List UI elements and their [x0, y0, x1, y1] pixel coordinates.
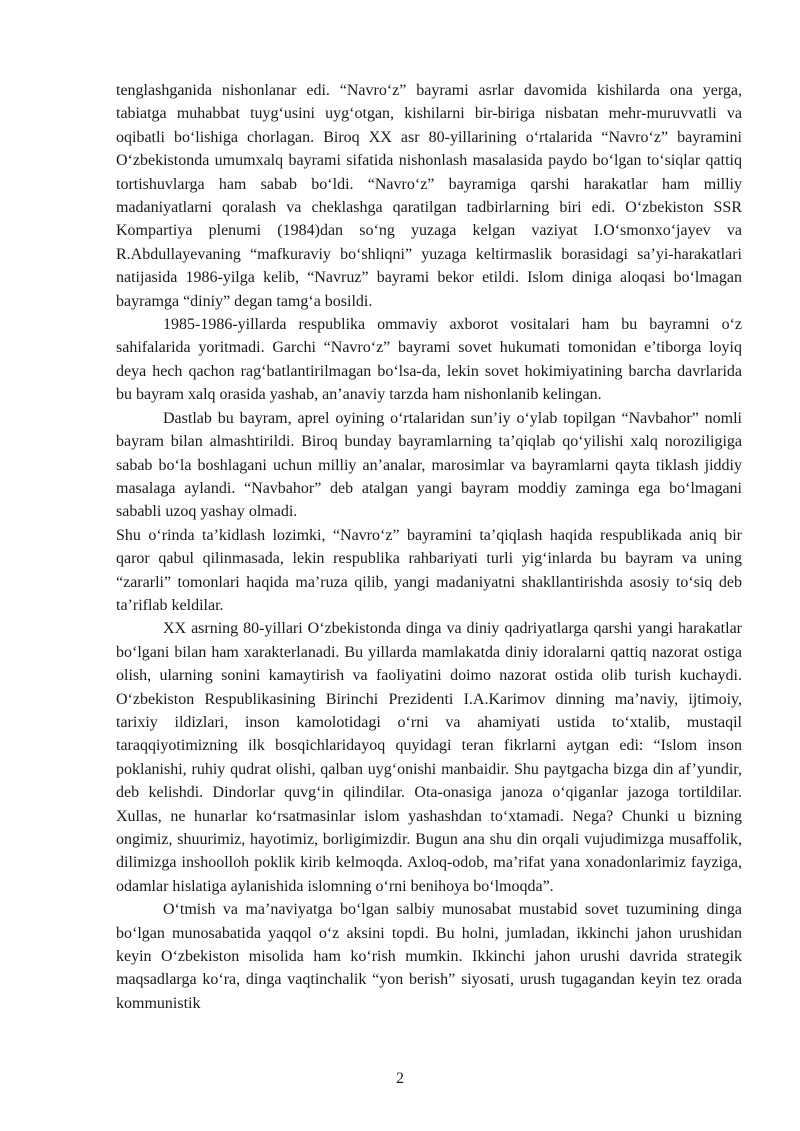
paragraph-1: tenglashganida nishonlanar edi. “Navro‘z” bayrami asrlar davomida kishilarda ona yerga, tabiatga muhabbat tuyg‘usini uyg‘otgan, kishilarni bir-biriga nisbatan mehr-muruvvatli va oqibatli bo‘lishiga chorlagan. Biroq XX asr 80-yillarining o‘rtalarida “Navro‘z” bayramini O‘zbekistonda umumxalq bayrami sifatida nishonlash masalasida paydo bo‘lgan to‘siqlar qattiq tortishuvlarga ham sabab bo‘ldi. “Navro‘z” bayramiga qarshi harakatlar ham milliy madaniyatlarni qoralash va cheklashga qaratilgan tadbirlarning biri edi. O‘zbekiston SSR Kompartiya plenumi (1984)dan so‘ng yuzaga kelgan vaziyat I.O‘smonxo‘jayev va R.Abdullayevaning “mafkuraviy bo‘shliqni” yuzaga keltirmaslik borasidagi sa’yi-harakatlari natijasida 1986-yilga kelib, “Navruz” bayrami bekor etildi. Islom diniga aloqasi bo‘lmagan bayramga “diniy” degan tamg‘a bosildi.	[116, 82, 742, 310]
paragraph-3: Dastlab bu bayram, aprel oyining o‘rtalaridan sun’iy o‘ylab topilgan “Navbahor” nomli bayram bilan almashtirildi. Biroq bunday bayramlarning ta’qiqlab qo‘yilishi xalq noroziligiga sabab bo‘la boshlagani uchun milliy an’analar, marosimlar va bayramlarni qayta tiklash jiddiy masalaga aylandi. “Navbahor” deb atalgan yangi bayram moddiy zaminga ega bo‘lmagani sababli uzoq yashay olmadi.	[116, 409, 742, 521]
page-number: 2	[396, 1070, 404, 1087]
paragraph-4: Shu o‘rinda ta’kidlash lozimki, “Navro‘z” bayramini ta’qiqlash haqida respublikada aniq bir qaror qabul qilinmasada, lekin respublika rahbariyati turli yig‘inlarda bu bayram va uning “zararli” tomonlari haqida ma’ruza qilib, yangi madaniyatni shakllantirishda asosiy to‘siq deb ta’riflab keldilar.	[116, 526, 742, 614]
document-body	[116, 79, 742, 1015]
paragraph-5: XX asrning 80-yillari O‘zbekistonda dinga va diniy qadriyatlarga qarshi yangi harakatlar bo‘lgani bilan ham xarakterlanadi. Bu yillarda mamlakatda diniy idoralarni qattiq nazorat ostiga olish, ularning sonini kamaytirish va faoliyatini doimo nazorat ostida olib turish kuchaydi. O‘zbekiston Respublikasining Birinchi Prezidenti I.A.Karimov dinning ma’naviy, ijtimoiy, tarixiy ildizlari, inson kamolotidagi o‘rni va ahamiyati ustida to‘xtalib, mustaqil taraqqiyotimizning ilk bosqichlaridayoq quyidagi teran fikrlarni aytgan edi: “Islom inson poklanishi, ruhiy qudrat olishi, qalban uyg‘onishi manbaidir. Shu paytgacha bizga din af’yundir, deb kelishdi. Dindorlar quvg‘in qilindilar. Ota-onasiga janoza o‘qiganlar jazoga tortildilar. Xullas, ne hunarlar ko‘rsatmasinlar islom yashashdan to‘xtamadi. Nega? Chunki u bizning ongimiz, shuurimiz, hayotimiz, borligimizdir. Bugun ana shu din orqali vujudimizga musaffolik, dilimizga inshoolloh poklik kirib kelmoqda. Axloq-odob, ma’rifat yana xonadonlarimiz fayziga, odamlar hislatiga aylanishida islomning o‘rni benihoya bo‘lmoqda”.	[116, 620, 742, 895]
paragraph-6: O‘tmish va ma’naviyatga bo‘lgan salbiy munosabat mustabid sovet tuzumining dinga bo‘lgan munosabatida yaqqol o‘z aksini topdi. Bu holni, jumladan, ikkinchi jahon urushidan keyin O‘zbekiston misolida ham ko‘rish mumkin. Ikkinchi jahon urushi davrida strategik maqsadlarga ko‘ra, dinga vaqtinchalik “yon berish” siyosati, urush tugagandan keyin tez orada kommunistik	[116, 901, 742, 1012]
paragraph-2: 1985-1986-yillarda respublika ommaviy axborot vositalari ham bu bayramni o‘z sahifalarida yoritmadi. Garchi “Navro‘z” bayrami sovet hukumati tomonidan e’tiborga loyiq deya hech qachon rag‘batlantirilmagan bo‘lsa-da, lekin sovet hokimiyatining barcha davrlarida bu bayram xalq orasida yashab, an’anaviy tarzda ham nishonlanib kelingan.	[116, 316, 742, 404]
